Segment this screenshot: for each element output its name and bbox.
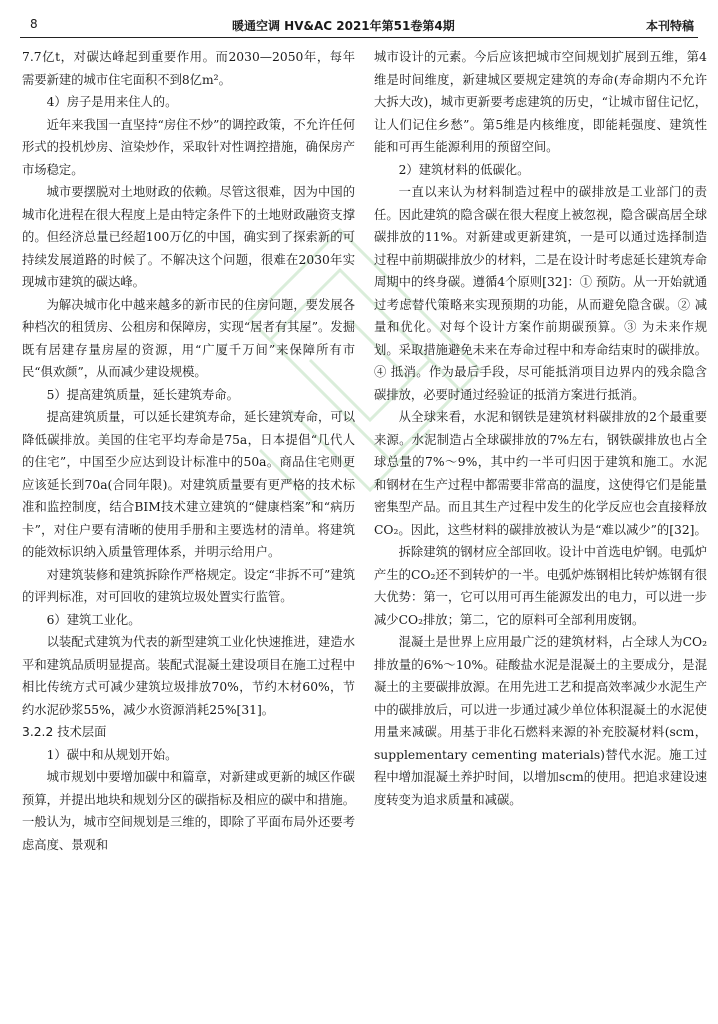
left-paragraph: 城市规划中要增加碳中和篇章，对新建或更新的城区作碳预算，并提出地块和规划分区的碳指标及相应的碳中和措施。一般认为，城市空间规划是三维的，即除了平面布局外还要考虑高度、景观和	[22, 770, 355, 852]
left-text-column	[22, 46, 355, 1016]
right-paragraph: 拆除建筑的钢材应全部回收。设计中首选电炉钢。电弧炉产生的CO₂还不到转炉的一半。电弧炉炼钢相比转炉炼钢有很大优势：第一，它可以用可再生能源发出的电力，可以进一步减少CO₂排放；第二，它的原料可全部利用废钢。	[374, 545, 707, 627]
right-paragraph: 从全球来看，水泥和钢铁是建筑材料碳排放的2个最重要来源。水泥制造占全球碳排放的7%左右，钢铁碳排放也占全球总量的7%～9%，其中约一半可归因于建筑和施工。水泥和钢材在生产过程中都需要非常高的温度，这使得它们是能量密集型产品。而且其生产过程中发生的化学反应也会直接释放CO₂。因此，这些材料的碳排放被认为是“难以减少”的[32]。	[374, 410, 707, 537]
left-paragraph: 7.7亿t，对碳达峰起到重要作用。而2030—2050年，每年需要新建的城市住宅面积不到8亿m²。	[22, 50, 355, 87]
left-paragraph: 6）建筑工业化。	[46, 612, 141, 627]
right-paragraph: 城市设计的元素。今后应该把城市空间规划扩展到五维，第4维是时间维度，新建城区要规定建筑的寿命(寿命期内不允许大拆大改)，城市更新要考虑建筑的历史，“让城市留住记忆，让人们记住乡愁”。第5维是内核维度，即能耗强度、建筑性能和可再生能源利用的预留空间。	[374, 50, 707, 154]
page-number: 8	[30, 17, 38, 31]
left-paragraph: 城市要摆脱对土地财政的依赖。尽管这很难，因为中国的城市化进程在很大程度上是由特定条件下的土地财政融资支撑的。但经济总量已经超100万亿的中国，确实到了探索新的可持续发展道路的时候了。不解决这个问题，很难在2030年实现城市建筑的碳达峰。	[22, 185, 355, 289]
left-paragraph: 1）碳中和从规划开始。	[46, 747, 178, 762]
section-label: 本刊特稿	[645, 19, 694, 33]
section-heading: 3.2.2 技术层面	[22, 725, 107, 739]
left-paragraph: 以装配式建筑为代表的新型建筑工业化快速推进，建造水平和建筑品质明显提高。装配式混凝土建设项目在施工过程中相比传统方式可减少建筑垃圾排放70%，节约木材60%，节约水泥砂浆55%，减少水资源消耗25%[31]。	[22, 635, 355, 717]
left-paragraph: 4）房子是用来住人的。	[46, 95, 178, 109]
right-paragraph: 混凝土是世界上应用最广泛的建筑材料，占全球人为CO₂排放量的6%～10%。硅酸盐水泥是混凝土的主要成分，是混凝土的主要碳排放源。在用先进工艺和提高效率减少水泥生产中的碳排放后，可以进一步通过减少单位体积混凝土的水泥使用量来减碳。用基于非化石燃料来源的补充胶凝材料(scm，supplementary cementing materials)替代水泥。施工过程中增加混凝土养护时间，以增加scm的使用。把追求建设速度转变为追求质量和减碳。	[374, 635, 707, 807]
right-paragraph: 一直以来认为材料制造过程中的碳排放是工业部门的责任。因此建筑的隐含碳在很大程度上被忽视，隐含碳高居全球碳排放的11%。对新建或更新建筑，一是可以通过选择制造过程中前期碳排放少的材料，二是在设计时考虑延长建筑寿命周期中的终身碳。遵循4个原则[32]：① 预防。从一开始就通过考虑替代策略来实现预期的功能，从而避免隐含碳。② 减量和优化。对每个设计方案作前期碳预算。③ 为未来作规划。采取措施避免未来在寿命过程中和寿命结束时的碳排放。④ 抵消。作为最后手段，尽可能抵消项目边界内的残余隐含碳排放，必要时通过经验证的抵消方案进行抵消。	[374, 185, 707, 402]
left-paragraph: 5）提高建筑质量，延长建筑寿命。	[46, 387, 239, 402]
right-text-column	[374, 46, 707, 1016]
right-paragraph: 2）建筑材料的低碳化。	[398, 162, 530, 177]
page-header	[20, 15, 698, 38]
left-paragraph: 对建筑装修和建筑拆除作严格规定。设定“非拆不可”建筑的评判标准，对可回收的建筑垃圾处置实行监管。	[22, 567, 355, 604]
left-paragraph: 近年来我国一直坚持“房住不炒”的调控政策，不允许任何形式的投机炒房、渲染炒作，采取针对性调控措施，确保房产市场稳定。	[22, 117, 355, 177]
left-paragraph: 提高建筑质量，可以延长建筑寿命，延长建筑寿命，可以降低碳排放。美国的住宅平均寿命是75a，日本提倡“几代人的住宅”，中国至少应达到设计标准中的50a。商品住宅则更应该延长到70a(合同年限)。对建筑质量要有更严格的技术标准和监控制度，结合BIM技术建立建筑的“健康档案”和“病历卡”，对住户要有清晰的使用手册和主要选材的清单。将建筑的能效标识纳入质量管理体系，并明示给用户。	[22, 410, 355, 559]
journal-title: 暖通空调 HV&AC 2021年第51卷第4期	[232, 19, 455, 33]
left-paragraph: 为解决城市化中越来越多的新市民的住房问题，要发展各种档次的租赁房、公租房和保障房，实现“居者有其屋”。发掘既有居建存量房屋的资源，用“广厦千万间”来保障所有市民“俱欢颜”，从而减少建设规模。	[22, 297, 355, 379]
